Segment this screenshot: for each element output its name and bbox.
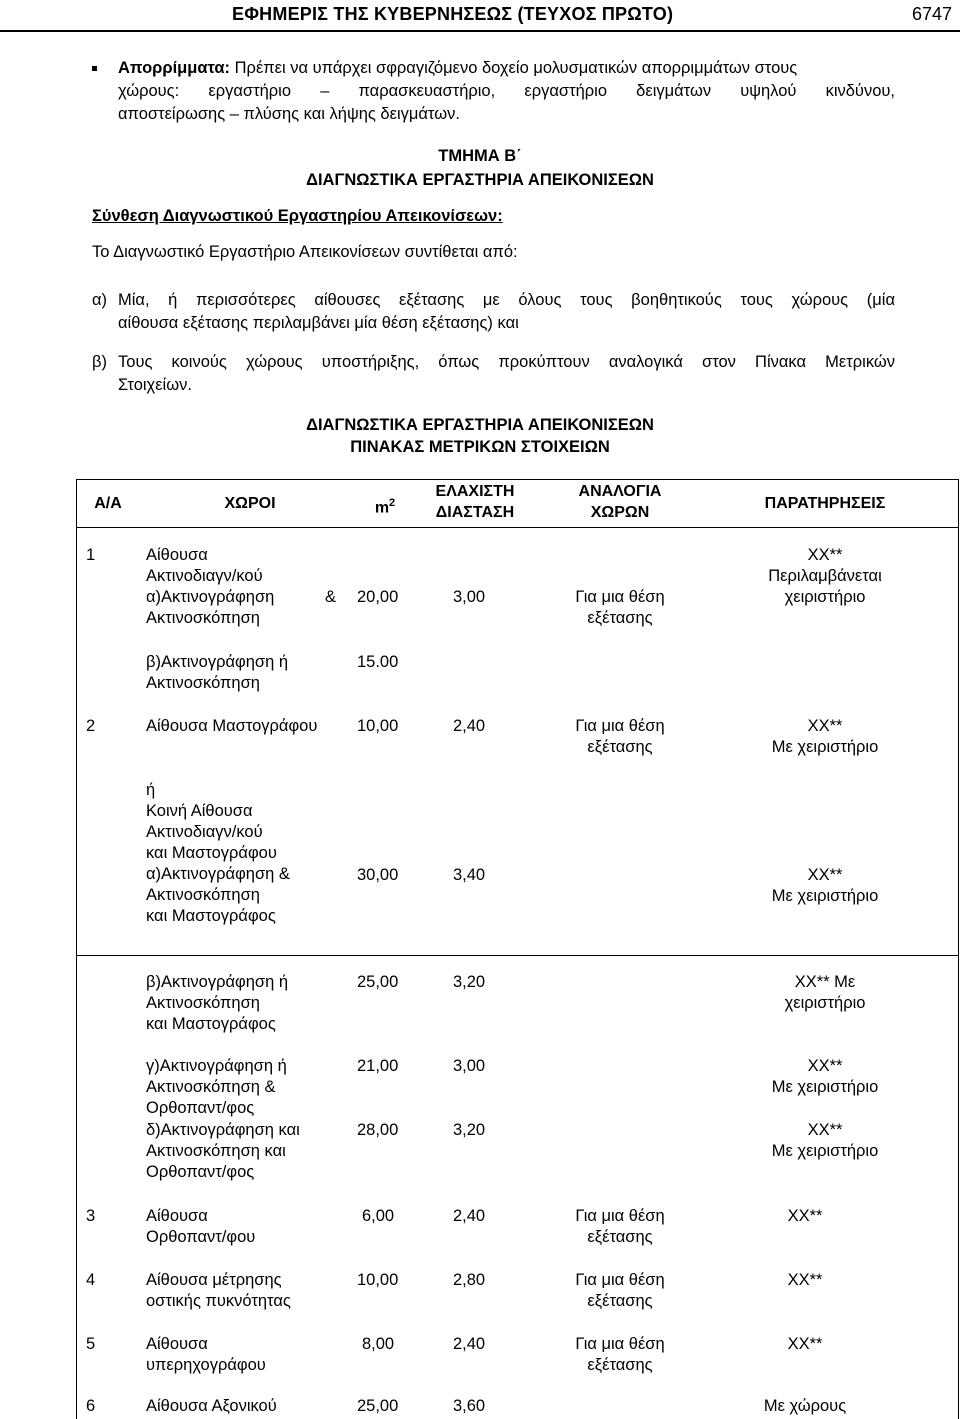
table-title-1: ΔΙΑΓΝΩΣΤΙΚΑ ΕΡΓΑΣΤΗΡΙΑ ΑΠΕΙΚΟΝΙΣΕΩΝ bbox=[306, 416, 654, 434]
cell-space: Αίθουσα υπερηχογράφου bbox=[146, 1335, 266, 1374]
table-right-border bbox=[958, 479, 959, 1419]
cell-space: β)Ακτινογράφηση ή Ακτινοσκόπηση και Μαστογράφος bbox=[146, 973, 289, 1033]
page-number: 6747 bbox=[911, 4, 952, 24]
bullet-line-3: αποστείρωσης – πλύσης και λήψης δειγμάτων. bbox=[118, 105, 460, 123]
intro-text: Το Διαγνωστικό Εργαστήριο Απεικονίσεων συντίθεται από: bbox=[92, 243, 518, 261]
header-m2: $m^2$ bbox=[374, 497, 396, 517]
cell-m2: 15.00 bbox=[357, 653, 399, 671]
cell-m2: 8,00 bbox=[362, 1335, 395, 1353]
cell-space: Αίθουσα Μαστογράφου bbox=[146, 717, 318, 735]
cell-notes: ΧΧ** Με χειριστήριο bbox=[771, 717, 879, 756]
cell-space: Αίθουσα μέτρησης οστικής πυκνότητας bbox=[146, 1271, 291, 1310]
cell-m2: 28,00 bbox=[357, 1121, 399, 1139]
cell-space: ή Κοινή Αίθουσα Ακτινοδιαγν/κού και Μαστογράφου α)Ακτινογράφηση & Ακτινοσκόπηση και Μαστογράφος bbox=[146, 781, 290, 925]
header-ratio: ΑΝΑΛΟΓΙΑ ΧΩΡΩΝ bbox=[578, 483, 662, 521]
cell-aa: 1 bbox=[86, 546, 96, 564]
header-notes: ΠΑΡΑΤΗΡΗΣΕΙΣ bbox=[764, 495, 886, 512]
table-top-border bbox=[76, 479, 959, 480]
cell-m2: 21,00 bbox=[357, 1057, 399, 1075]
cell-min-dim: 2,40 bbox=[453, 1207, 486, 1225]
header-spaces: ΧΩΡΟΙ bbox=[224, 495, 276, 512]
cell-min-dim: 3,60 bbox=[453, 1397, 486, 1415]
cell-min-dim: 3,00 bbox=[453, 588, 486, 606]
gazette-title: ΕΦΗΜΕΡΙΣ ΤΗΣ ΚΥΒΕΡΝΗΣΕΩΣ (ΤΕΥΧΟΣ ΠΡΩΤΟ) bbox=[232, 4, 674, 24]
header-min-dim: ΕΛΑΧΙΣΤΗ ΔΙΑΣΤΑΣΗ bbox=[435, 483, 515, 521]
cell-notes: ΧΧ** Με χειριστήριο bbox=[771, 1121, 879, 1160]
cell-space: δ)Ακτινογράφηση και Ακτινοσκόπηση και Ορθοπαντ/φος bbox=[146, 1121, 300, 1181]
cell-min-dim: 3,00 bbox=[453, 1057, 486, 1075]
gazette-header bbox=[0, 0, 960, 32]
section-subtitle: ΔΙΑΓΝΩΣΤΙΚΑ ΕΡΓΑΣΤΗΡΙΑ ΑΠΕΙΚΟΝΙΣΕΩΝ bbox=[306, 171, 654, 189]
bullet-line-2: χώρους: εργαστήριο – παρασκευαστήριο, εργαστήριο δειγμάτων υψηλού κινδύνου, bbox=[118, 82, 895, 100]
cell-aa: 2 bbox=[86, 717, 96, 735]
header-aa: Α/Α bbox=[94, 495, 122, 512]
item-b-line-1: Τους κοινούς χώρους υποστήριξης, όπως προκύπτουν αναλογικά στον Πίνακα Μετρικών bbox=[118, 353, 895, 371]
cell-m2: 10,00 bbox=[357, 717, 399, 735]
cell-aa: 5 bbox=[86, 1335, 96, 1353]
cell-ratio: Για μια θέση εξέτασης bbox=[575, 1207, 665, 1246]
cell-ratio: Για μια θέση εξέτασης bbox=[575, 1335, 665, 1374]
item-a-line-1: Μία, ή περισσότερες αίθουσες εξέτασης με όλους τους βοηθητικούς τους χώρους (μία bbox=[118, 291, 895, 309]
item-b-marker: β) bbox=[92, 353, 107, 371]
bullet-text-1: Πρέπει να υπάρχει σφραγιζόμενο δοχείο μολυσματικών απορριμμάτων στους bbox=[234, 59, 798, 77]
cell-notes: Με χώρους bbox=[763, 1397, 847, 1415]
cell-ratio: Για μια θέση εξέτασης bbox=[575, 717, 665, 756]
cell-ratio: Για μια θέση εξέτασης bbox=[575, 588, 665, 627]
cell-aa: 6 bbox=[86, 1397, 96, 1415]
table-header-border bbox=[76, 527, 959, 528]
cell-m2: 20,00 bbox=[357, 588, 399, 606]
cell-notes: ΧΧ** Περιλαμβάνεται χειριστήριο bbox=[768, 546, 882, 606]
section-title: ΤΜΗΜΑ Β΄ bbox=[438, 147, 522, 165]
cell-m2: 30,00 bbox=[357, 866, 399, 884]
cell-space: γ)Ακτινογράφηση ή Ακτινοσκόπηση & Ορθοπαντ/φος bbox=[146, 1057, 287, 1117]
item-a-line-2: αίθουσα εξέτασης περιλαμβάνει μία θέση εξέτασης) και bbox=[118, 314, 519, 332]
cell-m2: 25,00 bbox=[357, 1397, 399, 1415]
bullet-label: Απορρίμματα: bbox=[118, 59, 231, 77]
item-b-line-2: Στοιχείων. bbox=[118, 376, 192, 394]
cell-min-dim: 2,40 bbox=[453, 1335, 486, 1353]
bullet-icon bbox=[92, 66, 97, 71]
cell-min-dim: 3,20 bbox=[453, 1121, 486, 1139]
cell-amp: & bbox=[325, 588, 337, 606]
cell-space: Αίθουσα Ακτινοδιαγν/κού α)Ακτινογράφηση Ακτινοσκόπηση bbox=[146, 546, 275, 627]
cell-space: Αίθουσα Αξονικού bbox=[146, 1397, 277, 1415]
cell-notes: ΧΧ** bbox=[787, 1335, 823, 1353]
item-a-marker: α) bbox=[92, 291, 108, 309]
cell-min-dim: 2,40 bbox=[453, 717, 486, 735]
composition-heading: Σύνθεση Διαγνωστικού Εργαστηρίου Απεικονίσεων: bbox=[92, 207, 503, 225]
cell-ratio: Για μια θέση εξέτασης bbox=[575, 1271, 665, 1310]
cell-notes: ΧΧ** Με χειριστήριο bbox=[771, 866, 879, 905]
cell-m2: 25,00 bbox=[357, 973, 399, 991]
cell-space: Αίθουσα Ορθοπαντ/φου bbox=[146, 1207, 256, 1246]
cell-min-dim: 2,80 bbox=[453, 1271, 486, 1289]
cell-notes: ΧΧ** bbox=[787, 1207, 823, 1225]
cell-notes: ΧΧ** bbox=[787, 1271, 823, 1289]
cell-notes: ΧΧ** Με χειριστήριο bbox=[784, 973, 866, 1012]
cell-aa: 4 bbox=[86, 1271, 96, 1289]
cell-min-dim: 3,20 bbox=[453, 973, 486, 991]
cell-notes: ΧΧ** Με χειριστήριο bbox=[771, 1057, 879, 1096]
table-title-2: ΠΙΝΑΚΑΣ ΜΕΤΡΙΚΩΝ ΣΤΟΙΧΕΙΩΝ bbox=[350, 438, 610, 456]
table-section-break bbox=[76, 955, 959, 956]
cell-min-dim: 3,40 bbox=[453, 866, 486, 884]
cell-space: β)Ακτινογράφηση ή Ακτινοσκόπηση bbox=[146, 653, 289, 692]
cell-m2: 10,00 bbox=[357, 1271, 399, 1289]
cell-aa: 3 bbox=[86, 1207, 96, 1225]
table-left-border bbox=[76, 479, 77, 1419]
bullet-line-1 bbox=[118, 58, 797, 78]
cell-m2: 6,00 bbox=[362, 1207, 395, 1225]
